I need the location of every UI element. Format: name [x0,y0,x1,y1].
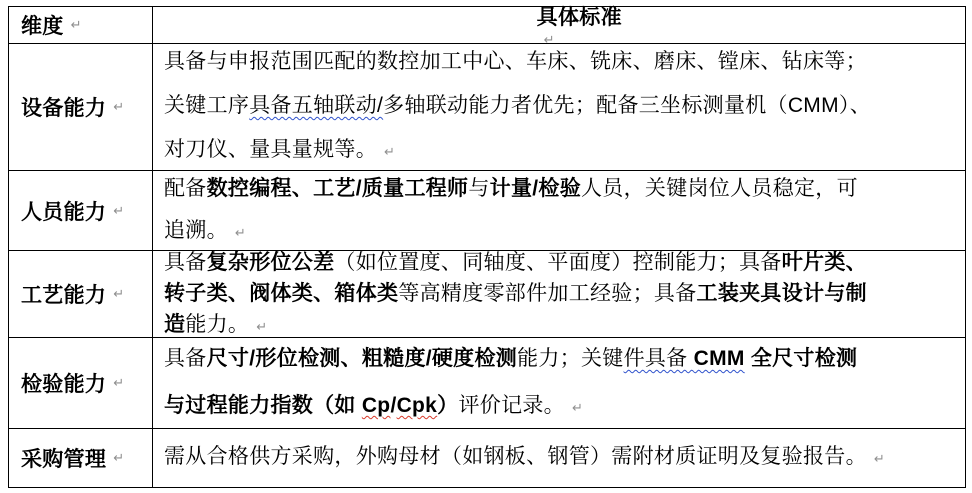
text-run: 件具备 [623,347,694,370]
text-line [164,41,959,85]
text-run: 计量/检验 [489,176,581,200]
pilcrow-mark: ↵ [571,400,583,415]
dimension-label: 设备能力 [21,97,107,120]
text-run: 具备 [164,250,207,274]
text-run: 具备与申报范围匹配的数控加工中心、车床、铣床、磨床、镗床、钻床等； [164,50,867,73]
pilcrow-mark: ↵ [113,375,125,390]
header-dimension-label: 维度 [21,15,64,38]
text-run: Cpk [396,394,438,417]
dimension-cell[interactable] [9,251,153,337]
pilcrow-mark: ↵ [256,318,268,334]
dimension-label: 检验能力 [21,373,107,396]
header-criteria-label: 具体标准 [536,6,622,29]
dimension-cell[interactable] [9,171,153,250]
dimension-cell[interactable] [9,429,153,487]
document-table [8,6,966,488]
table-row [9,43,965,170]
text-line [164,129,959,173]
text-line [164,85,959,129]
dimension-cell[interactable] [9,338,153,428]
text-run: 具备 [164,347,207,370]
criteria-cell[interactable] [153,44,965,170]
text-run: Cp [361,394,391,417]
text-run: 数控编程、工艺/质量工程师 [206,176,469,200]
pilcrow-mark: ↵ [113,450,125,465]
text-line [164,336,959,383]
text-run: 具备五轴联动/ [249,94,384,117]
text-line [164,169,959,211]
text-run: 叶片类、 [781,250,867,274]
text-run: 多轴联动能力者优先；配备三坐标测量机（CMM）、 [383,94,871,117]
text-run: 与过程能力指数（如 [164,394,362,417]
criteria-cell[interactable] [153,338,965,428]
pilcrow-mark: ↵ [70,17,82,32]
text-run: 能力。 [185,312,250,336]
dimension-label: 采购管理 [21,448,107,471]
text-run: 与 [468,176,490,200]
text-run: 造 [164,312,186,336]
text-run: 工装夹具设计与制 [696,281,867,305]
header-cell-dimension[interactable] [9,7,153,43]
text-run: / [390,394,397,417]
dimension-label: 工艺能力 [21,284,107,307]
text-run: 复杂形位公差 [206,250,335,274]
dimension-cell[interactable] [9,44,153,170]
text-run: ） [437,394,459,417]
table-row [9,337,965,428]
criteria-cell[interactable] [153,429,965,487]
text-run: 配备 [164,176,207,200]
pilcrow-mark: ↵ [113,202,125,218]
pilcrow-mark: ↵ [543,32,555,47]
criteria-cell[interactable] [153,171,965,250]
text-run: （如位置度、同轴度、平面度）控制能力；具备 [334,250,782,274]
table-row [9,428,965,487]
text-run: 转子类、阀体类、箱体类 [164,281,399,305]
text-run: 需从合格供方采购，外购母材（如钢板、钢管）需附材质证明及复验报告。 [164,445,867,468]
pilcrow-mark: ↵ [113,286,125,301]
dimension-label: 人员能力 [21,200,107,224]
text-line [164,442,959,474]
text-run: 全尺寸检测 [744,347,858,370]
text-run: 人员，关键岗位人员稳定，可 [581,176,858,200]
table-row [9,170,965,250]
table-header-row [9,6,965,47]
pilcrow-mark: ↵ [113,99,125,114]
header-cell-criteria[interactable] [153,6,965,47]
text-run: 对刀仪、量具量规等。 [164,138,377,161]
criteria-cell[interactable] [153,251,965,337]
pilcrow-mark: ↵ [234,224,246,240]
text-run: 评价记录。 [458,394,565,417]
text-line [164,383,959,430]
text-run: 关键工序 [164,94,250,117]
text-run: 尺寸/形位检测、粗糙度/硬度检测 [206,347,518,370]
text-run: 追溯。 [164,218,228,242]
table-row [9,250,965,337]
text-line [164,248,959,279]
text-run: 能力；关键 [517,347,624,370]
text-run: 等高精度零部件加工经验；具备 [398,281,697,305]
pilcrow-mark: ↵ [873,451,885,466]
text-line [164,279,959,310]
text-line [164,211,959,253]
text-run: CMM [693,347,745,370]
pilcrow-mark: ↵ [384,144,395,159]
